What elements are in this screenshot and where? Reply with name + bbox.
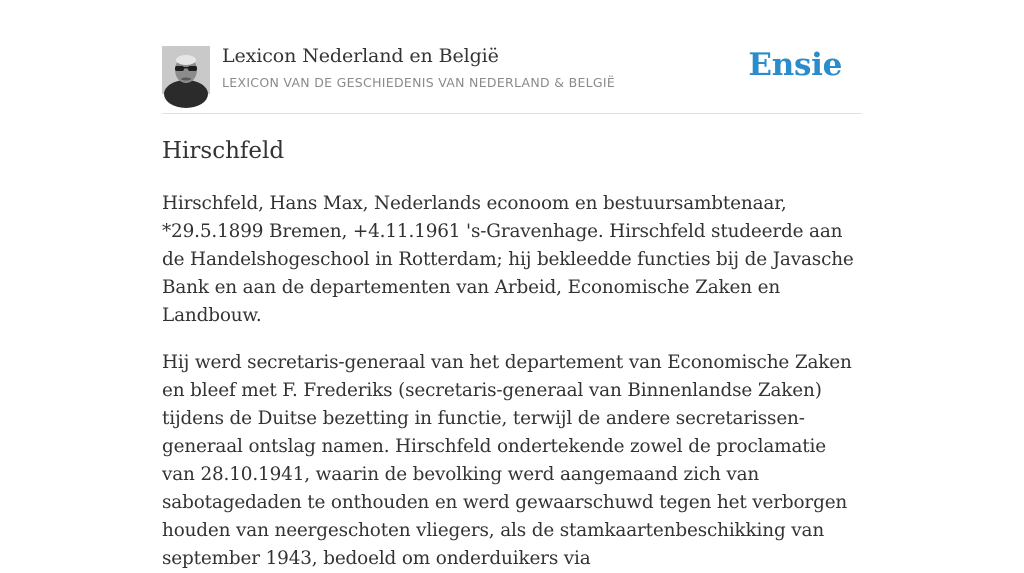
source-header bbox=[162, 0, 862, 114]
author-portrait-icon bbox=[162, 46, 210, 94]
source-name[interactable]: Lexicon Nederland en België bbox=[222, 45, 499, 67]
ensie-logo[interactable]: Ensie bbox=[748, 47, 842, 83]
page-container bbox=[162, 0, 862, 569]
article-paragraph: Hirschfeld, Hans Max, Nederlands econoom en bestuursambtenaar, *29.5.1899 Bremen, +4.11.1961 's-Gravenhage. Hirschfeld studeerde aan de Handelshogeschool in Rotterdam; hij bekleedde functies bij de Javasche Bank en aan de departementen van Arbeid, Economische Zaken en Landbouw. bbox=[162, 193, 854, 326]
article-body bbox=[162, 190, 862, 573]
article-paragraph: Hij werd secretaris-generaal van het departement van Economische Zaken en bleef met F. Frederiks (secretaris-generaal van Binnenlandse Zaken) tijdens de Duitse bezetting in functie, terwijl de andere secretarissen-generaal ontslag namen. Hirschfeld ondertekende zowel de proclamatie van 28.10.1941, waarin de bevolking werd aangemaand zich van sabotagedaden te onthouden en werd gewaarschuwd tegen het verborgen houden van neergeschoten vliegers, als de stamkaartenbeschikking van september 1943, bedoeld om onderduikers via bbox=[162, 352, 852, 569]
source-subtitle: LEXICON VAN DE GESCHIEDENIS VAN NEDERLAND & BELGIË bbox=[222, 75, 616, 90]
page-title: Hirschfeld bbox=[162, 138, 285, 164]
author-avatar[interactable] bbox=[162, 46, 210, 94]
